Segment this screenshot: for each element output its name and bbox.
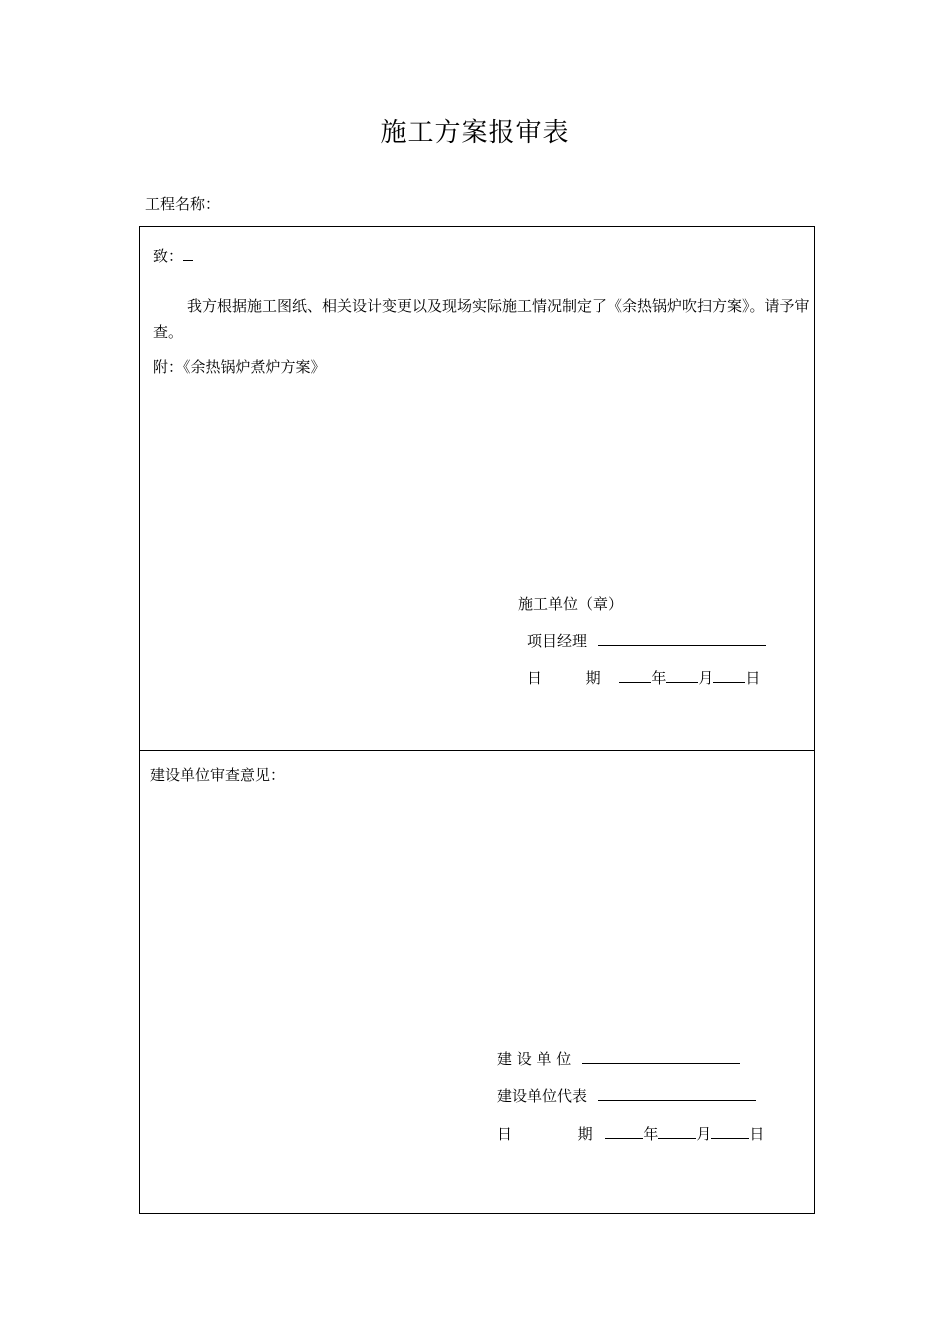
year-blank-2[interactable] — [605, 1124, 643, 1139]
month-blank-2[interactable] — [658, 1124, 696, 1139]
to-blank[interactable] — [183, 246, 193, 261]
month-label-2: 月 — [696, 1125, 712, 1143]
year-blank-1[interactable] — [619, 668, 651, 683]
date-label-char1-2: 日 — [497, 1125, 513, 1143]
to-label: 致： — [153, 247, 184, 265]
year-label-2: 年 — [643, 1125, 659, 1143]
day-label-1: 日 — [745, 669, 761, 687]
date-label-char1: 日 — [527, 669, 543, 687]
owner-unit-label: 建 设 单 位 — [497, 1050, 572, 1068]
project-name-label: 工程名称： — [145, 195, 221, 213]
submission-paragraph: 我方根据施工图纸、相关设计变更以及现场实际施工情况制定了《余热锅炉吹扫方案》。请予审查。 — [153, 297, 810, 341]
date-label-char2: 期 — [585, 669, 601, 687]
year-label-1: 年 — [651, 669, 667, 687]
owner-unit-blank[interactable] — [582, 1049, 740, 1064]
owner-rep-label: 建设单位代表 — [497, 1087, 588, 1105]
review-form — [139, 226, 815, 1214]
owner-unit-row — [497, 1048, 740, 1069]
date-row-1 — [527, 667, 760, 688]
attachment-text: 附：《余热锅炉煮炉方案》 — [153, 358, 326, 376]
day-blank-1[interactable] — [713, 668, 745, 683]
project-manager-blank[interactable] — [598, 631, 766, 646]
owner-rep-blank[interactable] — [598, 1086, 756, 1101]
day-label-2: 日 — [749, 1125, 765, 1143]
construction-unit-label: 施工单位（章） — [518, 595, 624, 613]
to-field — [153, 245, 193, 266]
page-title: 施工方案报审表 — [380, 118, 570, 148]
owner-opinion-label: 建设单位审查意见： — [150, 766, 286, 784]
owner-rep-row — [497, 1085, 756, 1106]
date-label-char2-2: 期 — [577, 1125, 593, 1143]
project-manager-label: 项目经理 — [527, 632, 588, 650]
month-blank-1[interactable] — [666, 668, 698, 683]
date-row-2 — [497, 1123, 764, 1144]
project-manager-row — [527, 630, 766, 651]
day-blank-2[interactable] — [711, 1124, 749, 1139]
month-label-1: 月 — [698, 669, 714, 687]
section-divider — [140, 750, 814, 751]
